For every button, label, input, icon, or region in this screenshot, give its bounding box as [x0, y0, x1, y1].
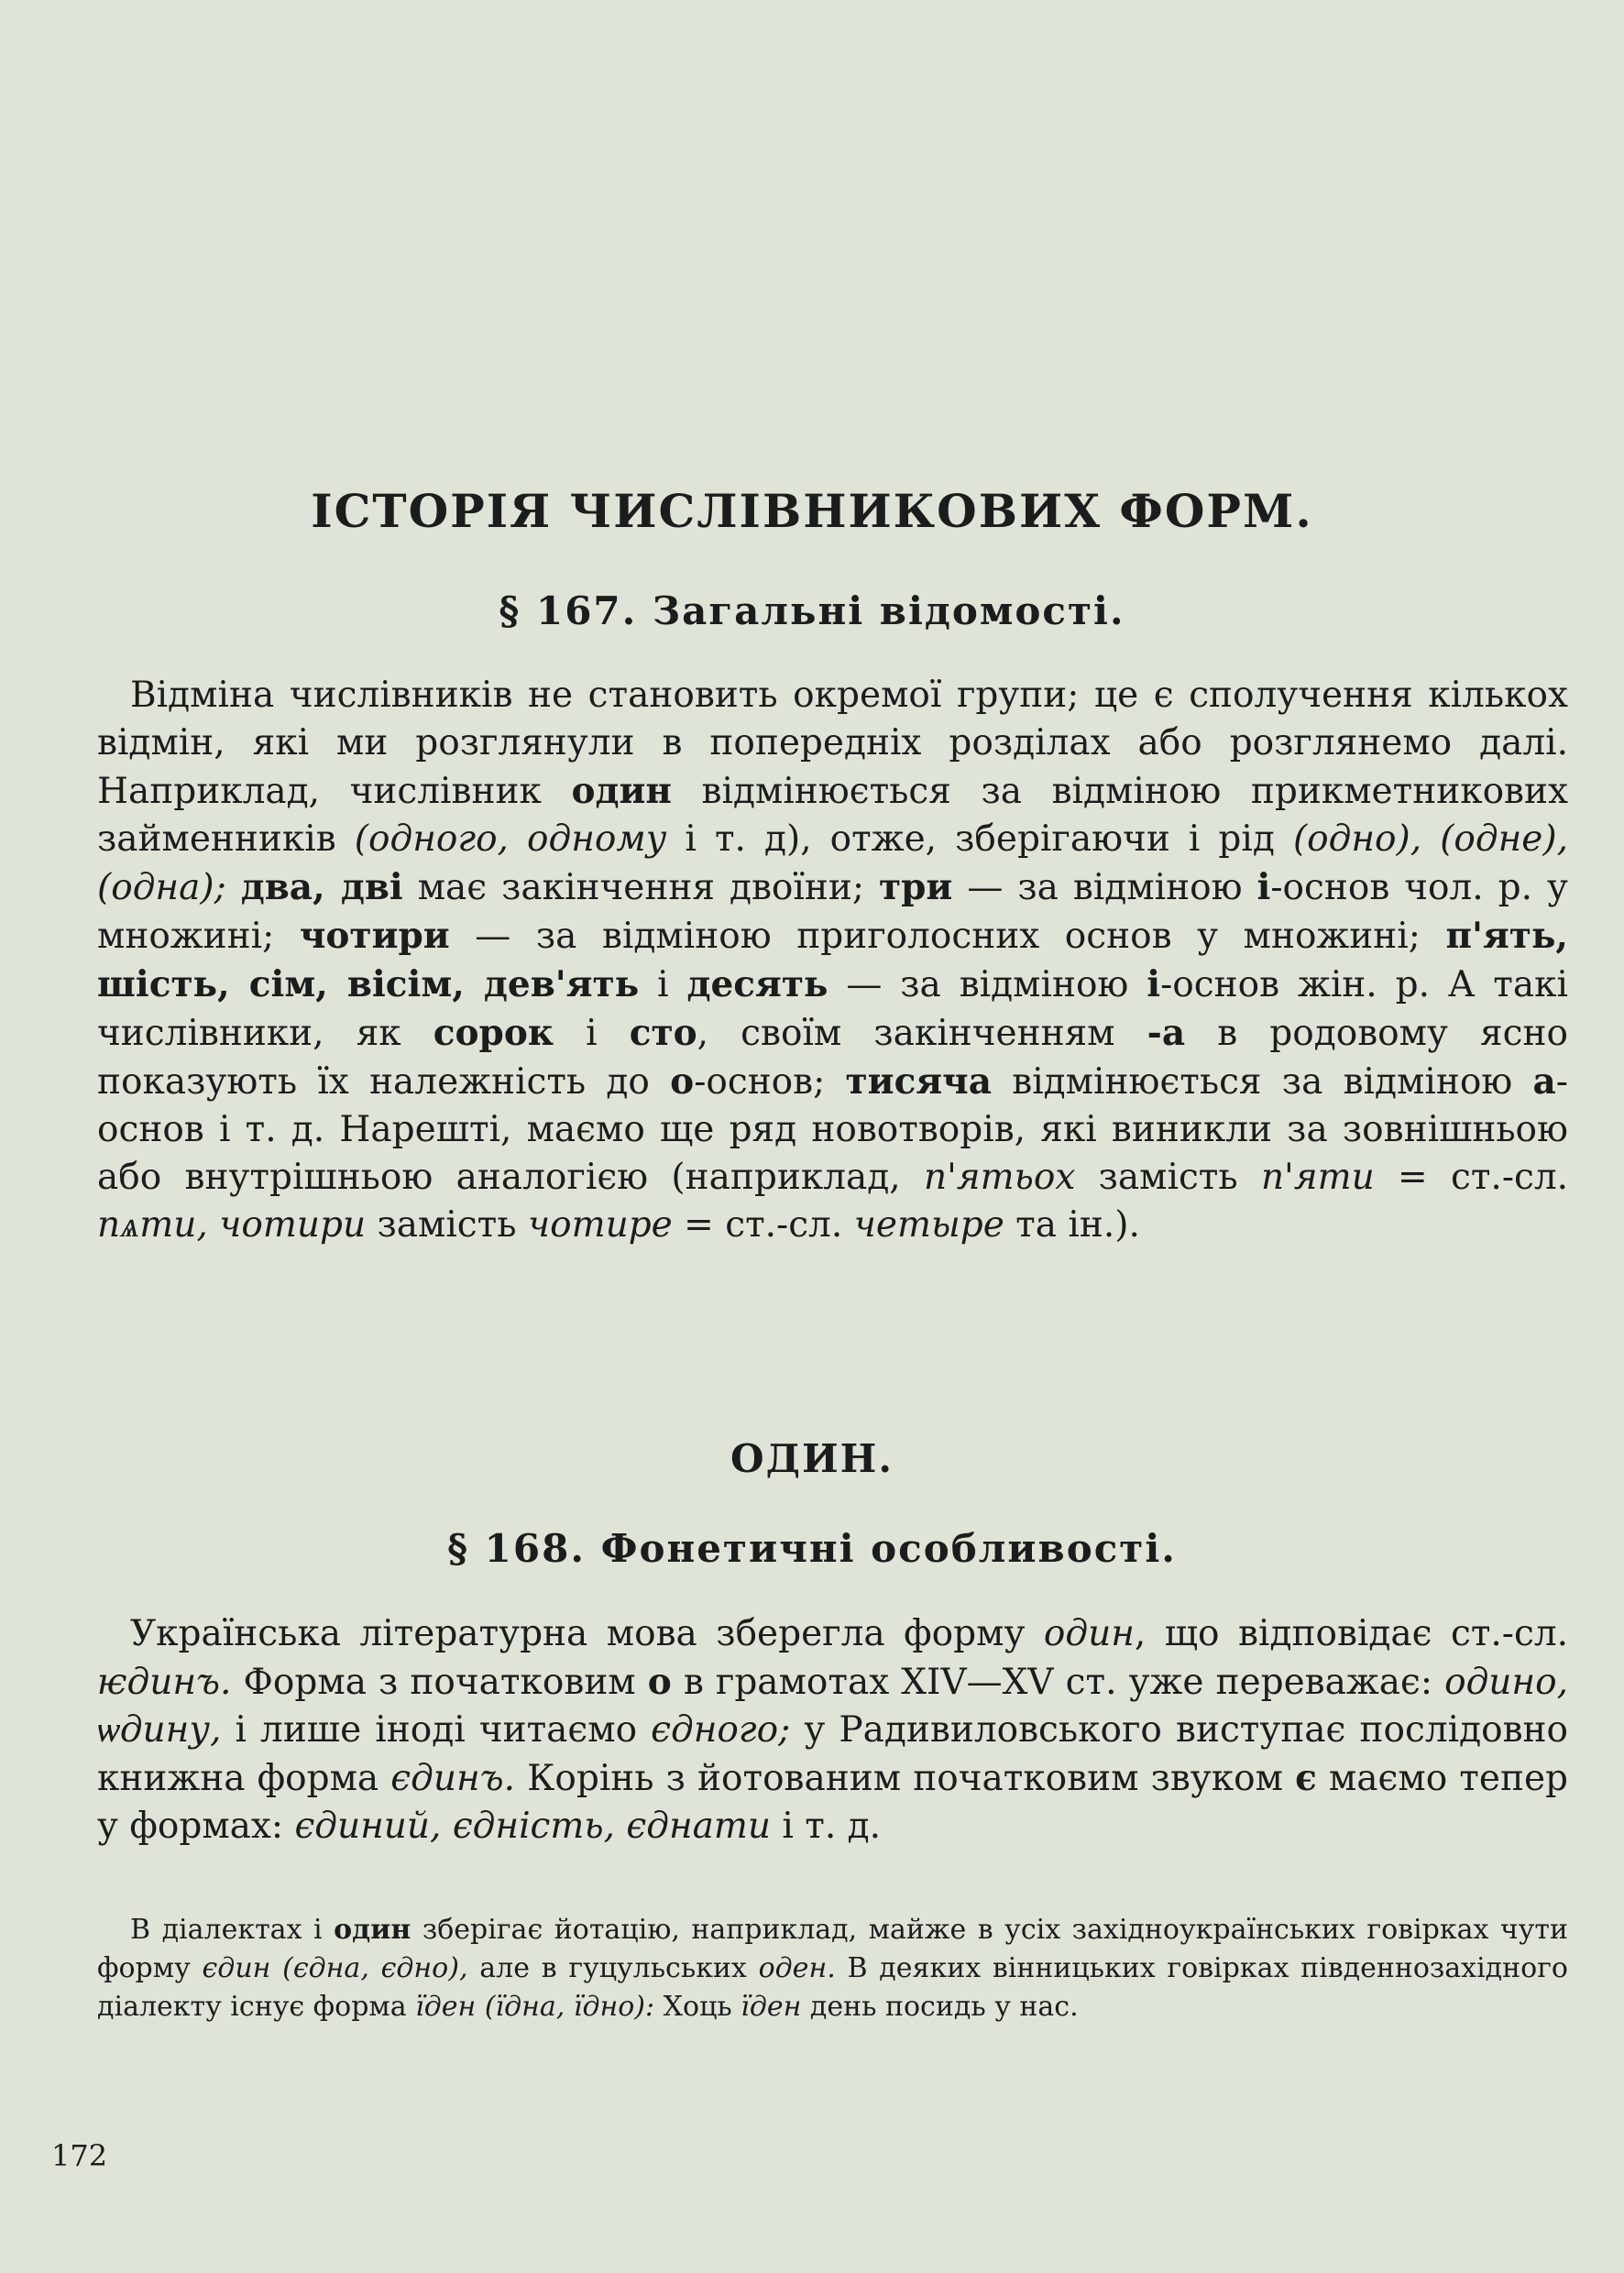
subheading-one: ОДИН.	[730, 1436, 894, 1481]
chapter-title: ІСТОРІЯ ЧИСЛІВНИКОВИХ ФОРМ.	[311, 484, 1313, 538]
page-number: 172	[51, 2138, 108, 2173]
section-167-title: § 167. Загальні відомості.	[499, 588, 1125, 633]
footnote-block	[97, 1911, 1568, 2026]
paragraph: Відміна числівників не становить окремої групи; це є сполучення кількох відмін, які ми розглянули в попередніх розділах або розглянемо далі. Наприклад, числівник один відмінюється за відміною прикметникових займенників (одного, одному і т. д), отже, зберігаючи і рід (одно), (одне), (одна); два, дві має закінчення двоїни; три — за відміною і-основ чол. р. у множині; чотири — за відміною приголосних основ у множині; п'ять, шість, сім, вісім, дев'ять і десять — за відміною і-основ жін. р. А такі числівники, як сорок і сто, своїм закінченням -а в родовому ясно показують їх належність до о-основ; тисяча відмінюється за відміною а-основ і т. д. Нарешті, маємо ще ряд новотворів, які виникли за зовнішньою або внутрішньою аналогією (наприклад, п'ятьох замість п'яти = ст.-сл. пѧти, чотири замість чотире = ст.-сл. четыре та ін.).	[97, 675, 1569, 1246]
section-168-title: § 168. Фонетичні особливості.	[447, 1526, 1177, 1571]
paragraph: В діалектах і один зберігає йотацію, наприклад, майже в усіх західноукраїнських говірках чути форму єдин (єдна, єдно), але в гуцульських оден. В деяких вінницьких говірках південнозахідного діалекту існує форма їден (їдна, їдно): Хоць їден день посидь у нас.	[97, 1914, 1568, 2023]
section-168-body	[97, 1610, 1568, 1850]
paragraph: Українська літературна мова зберегла форму один, що відповідає ст.-сл. ѥдинъ. Форма з початковим о в грамотах XIV—XV ст. уже переважає: одино, ѡдину, і лише іноді читаємо єдного; у Радивиловського виступає послідовно книжна форма єдинъ. Корінь з йотованим початковим звуком є маємо тепер у формах: єдиний, єдність, єднати і т. д.	[97, 1613, 1568, 1847]
section-167-body	[97, 672, 1568, 1249]
